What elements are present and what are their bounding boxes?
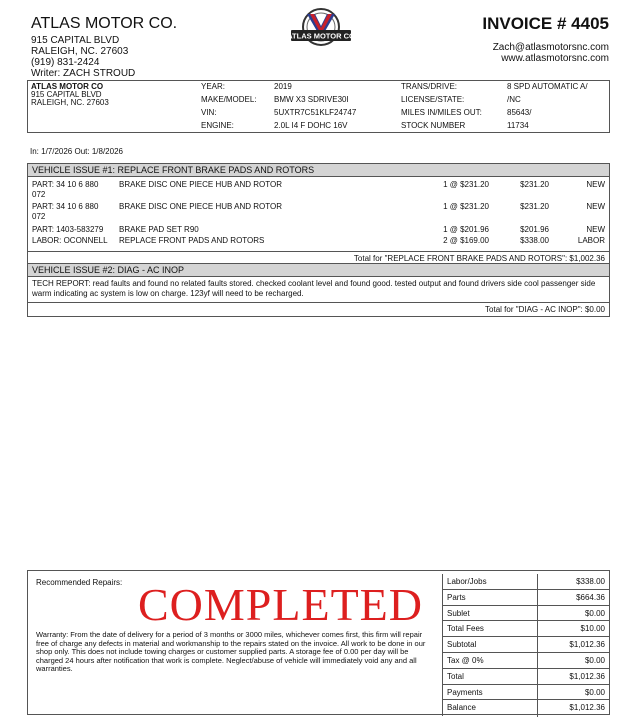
license-value: /NC <box>507 95 521 104</box>
totals-value: $0.00 <box>584 655 605 665</box>
logo-text: ATLAS MOTOR CO <box>288 31 354 41</box>
shop-header <box>31 14 177 79</box>
totals-value: $664.36 <box>576 592 605 602</box>
issue-1-title: VEHICLE ISSUE #1: REPLACE FRONT BRAKE PADS AND ROTORS <box>28 164 609 177</box>
issue-1-items <box>28 177 609 251</box>
line-item-type: NEW <box>586 180 605 189</box>
totals-label: Sublet <box>447 608 470 618</box>
totals-row-balance <box>443 700 609 716</box>
line-item-type: NEW <box>586 225 605 234</box>
line-item-labor: LABOR: OCONNELL <box>32 236 108 245</box>
stock-label: STOCK NUMBER <box>401 121 466 130</box>
totals-row-fees <box>443 621 609 637</box>
year-label: YEAR: <box>201 82 226 91</box>
line-item-part-cont: 072 <box>32 212 46 221</box>
line-item-desc: REPLACE FRONT PADS AND ROTORS <box>119 236 265 245</box>
line-item-part: PART: 34 10 6 880 <box>32 202 99 211</box>
line-item-amount: $338.00 <box>520 236 549 245</box>
issue-2-total: Total for "DIAG - AC INOP": $0.00 <box>485 305 605 314</box>
year-value: 2019 <box>274 82 292 91</box>
totals-value: $0.00 <box>584 687 605 697</box>
miles-value: 85643/ <box>507 108 532 117</box>
service-dates: In: 1/7/2026 Out: 1/8/2026 <box>30 147 123 156</box>
totals-table <box>442 574 609 716</box>
box-shop-address-1: 915 CAPITAL BLVD <box>31 90 102 99</box>
engine-value: 2.0L I4 F DOHC 16V <box>274 121 348 130</box>
vehicle-info-box <box>27 80 610 133</box>
totals-label: Payments <box>447 687 483 697</box>
vin-value: 5UXTR7C51KLF24747 <box>274 108 357 117</box>
box-shop-name: ATLAS MOTOR CO <box>31 82 104 91</box>
totals-value: $1,012.36 <box>569 640 605 650</box>
shop-address-1: 915 CAPITAL BLVD <box>31 35 120 46</box>
line-item-qty: 1 @ $231.20 <box>443 202 489 211</box>
totals-row-payments <box>443 685 609 701</box>
invoice-header <box>482 14 609 64</box>
line-item-desc: BRAKE DISC ONE PIECE HUB AND ROTOR <box>119 202 282 211</box>
line-item-part: PART: 34 10 6 880 <box>32 180 99 189</box>
line-item-qty: 1 @ $201.96 <box>443 225 489 234</box>
stock-value: 11734 <box>507 121 529 130</box>
line-item-type: LABOR <box>577 236 605 245</box>
shop-phone: (919) 831-2424 <box>31 57 100 68</box>
completed-stamp: COMPLETED <box>138 579 423 630</box>
totals-label: Labor/Jobs <box>447 577 487 586</box>
recommended-repairs-label: Recommended Repairs: <box>36 578 123 587</box>
vehicle-issue-2 <box>27 263 610 317</box>
warranty-text: Warranty: From the date of delivery for a period of 3 months or 3000 miles, whichever comes first, this firm will repair free of charge any defects in material and workmanship to the repairs stated on the invoice. All work to be done in our shop only. This does not include towing charges or customer supplied parts. A storage fee of 0.00 per day will be charged 24 hours after notification that work is complete. Neglect/abuse of vehicle will immediately void any and all warranties. <box>36 630 426 673</box>
totals-label: Total <box>447 671 464 681</box>
totals-row-total <box>443 669 609 685</box>
totals-row-tax <box>443 653 609 669</box>
totals-value: $338.00 <box>576 577 605 586</box>
line-item-part-cont: 072 <box>32 190 46 199</box>
trans-value: 8 SPD AUTOMATIC A/ <box>507 82 588 91</box>
trans-label: TRANS/DRIVE: <box>401 82 458 91</box>
totals-row-subtotal <box>443 637 609 653</box>
make-value: BMW X3 SDRIVE30I <box>274 95 349 104</box>
shop-name: ATLAS MOTOR CO. <box>31 15 178 32</box>
service-writer: Writer: ZACH STROUD <box>31 68 136 79</box>
line-item-amount: $201.96 <box>520 225 549 234</box>
line-item-amount: $231.20 <box>520 202 549 211</box>
make-label: MAKE/MODEL: <box>201 95 257 104</box>
line-item-type: NEW <box>586 202 605 211</box>
line-item-qty: 2 @ $169.00 <box>443 236 489 245</box>
tech-report: TECH REPORT: read faults and found no related faults stored. checked coolant level and found good. tested output and found drivers side cool passenger side warm indicating ac system is low on charge. 123yf will need to be recharged. <box>28 277 609 303</box>
contact-email[interactable]: Zach@atlasmotorsnc.com <box>492 42 609 53</box>
totals-label: Parts <box>447 592 466 602</box>
invoice-footer <box>27 570 610 715</box>
vehicle-box-shop <box>31 83 109 107</box>
line-item-desc: BRAKE PAD SET R90 <box>119 225 199 234</box>
line-item-part: PART: 1403-583279 <box>32 225 104 234</box>
totals-value: $0.00 <box>584 608 605 618</box>
line-item-amount: $231.20 <box>520 180 549 189</box>
totals-value: $10.00 <box>580 624 605 634</box>
shop-address-2: RALEIGH, NC. 27603 <box>31 46 129 57</box>
totals-value: $1,012.36 <box>569 671 605 681</box>
totals-value: $1,012.36 <box>569 703 605 713</box>
miles-label: MILES IN/MILES OUT: <box>401 108 482 117</box>
totals-label: Tax @ 0% <box>447 655 484 665</box>
totals-label: Total Fees <box>447 624 484 634</box>
invoice-title: INVOICE # 4405 <box>482 14 609 33</box>
totals-row-sublet <box>443 606 609 622</box>
line-item <box>28 179 609 199</box>
issue-1-total: Total for "REPLACE FRONT BRAKE PADS AND ROTORS": $1,002.36 <box>28 251 609 264</box>
line-item <box>28 235 609 247</box>
issue-2-title: VEHICLE ISSUE #2: DIAG - AC INOP <box>28 264 609 277</box>
line-item-desc: BRAKE DISC ONE PIECE HUB AND ROTOR <box>119 180 282 189</box>
company-logo <box>288 6 354 52</box>
box-shop-address-2: RALEIGH, NC. 27603 <box>31 98 109 107</box>
totals-label: Balance <box>447 703 476 713</box>
vin-label: VIN: <box>201 108 217 117</box>
totals-label: Subtotal <box>447 640 477 650</box>
contact-website[interactable]: www.atlasmotorsnc.com <box>501 53 609 64</box>
engine-label: ENGINE: <box>201 121 234 130</box>
vehicle-issue-1 <box>27 163 610 265</box>
line-item-qty: 1 @ $231.20 <box>443 180 489 189</box>
line-item <box>28 201 609 221</box>
license-label: LICENSE/STATE: <box>401 95 465 104</box>
totals-row-parts <box>443 590 609 606</box>
totals-row-labor <box>443 574 609 590</box>
